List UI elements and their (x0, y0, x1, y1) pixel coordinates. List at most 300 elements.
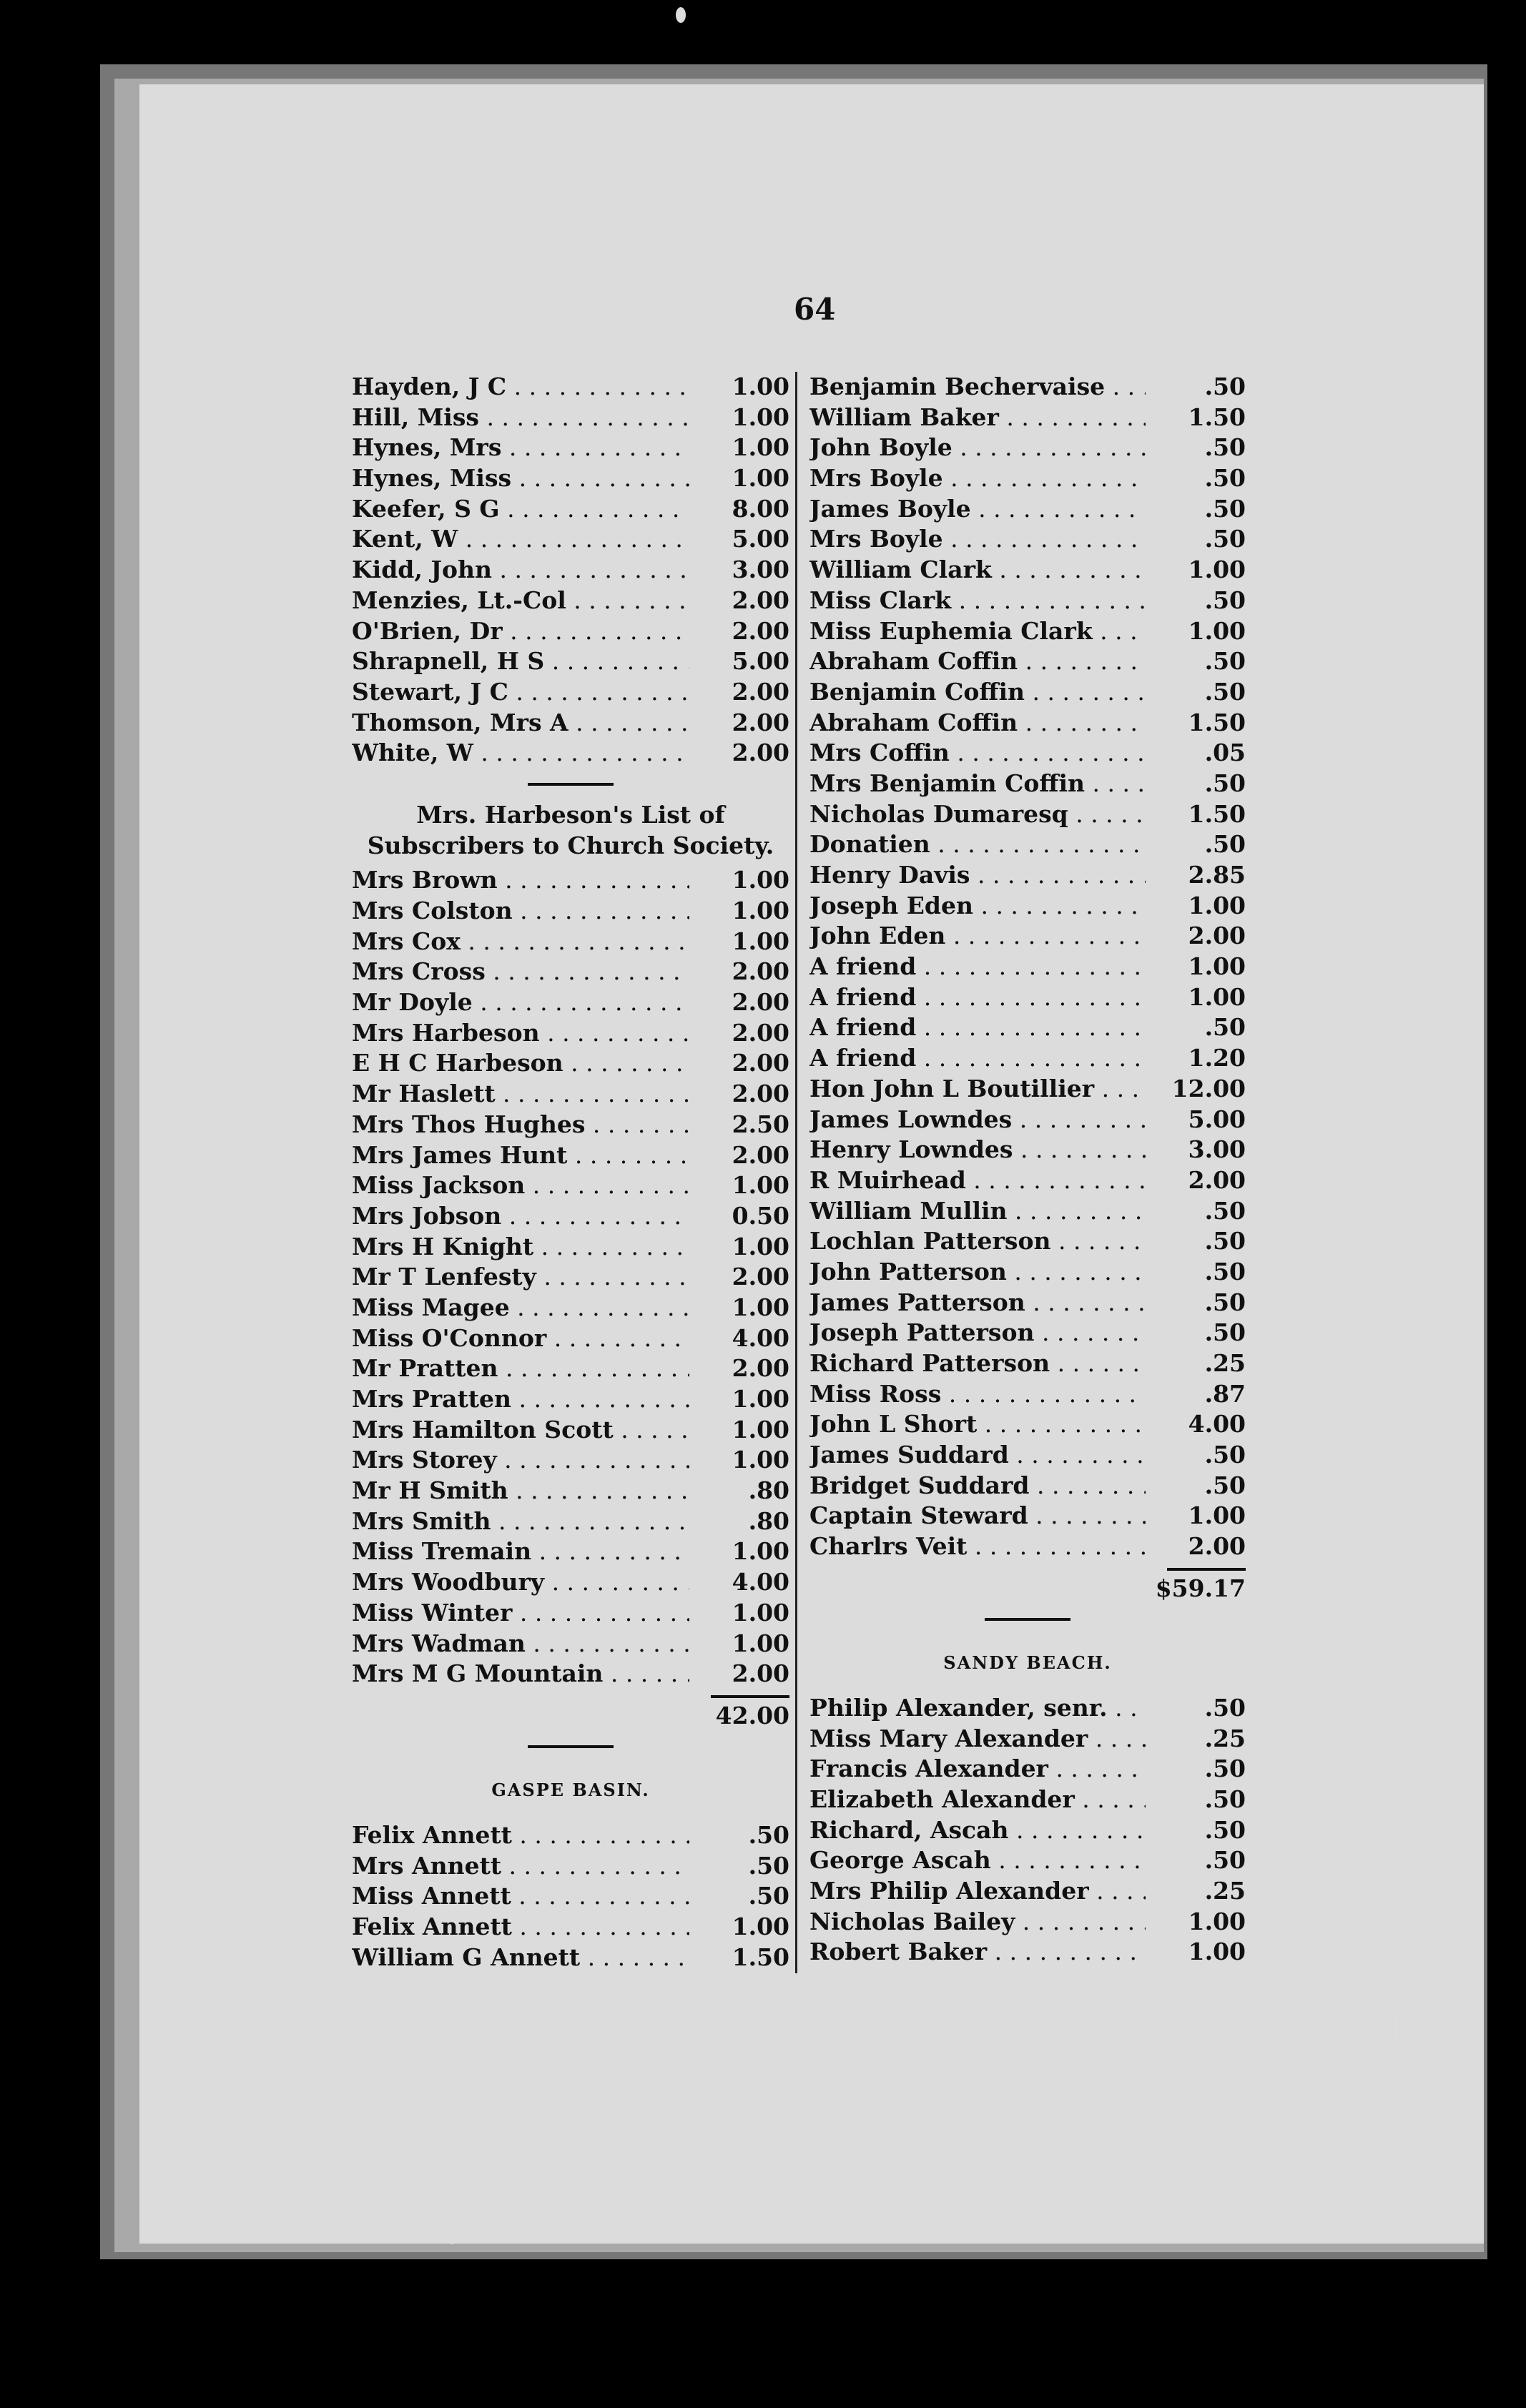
subscriber-name: Hon John L Boutillier . . . (809, 1074, 1146, 1105)
subscriber-name: Mrs H Knight . . . (352, 1232, 689, 1263)
subscriber-name: E H C Harbeson . . . (352, 1048, 689, 1079)
subscriber-row (809, 860, 1246, 891)
subscriber-row (352, 927, 789, 957)
subscriber-row (809, 1348, 1246, 1379)
list-total: $59.17 (1155, 1574, 1246, 1602)
subscriber-row (809, 1785, 1246, 1815)
subscriber-row (809, 799, 1246, 830)
subscriber-name: George Ascah . . . (809, 1845, 1146, 1876)
subscriber-name: John L Short . . . (809, 1409, 1146, 1440)
subscriber-name: Menzies, Lt.-Col . . . (352, 586, 689, 616)
subscriber-name: Mrs James Hunt . . . (352, 1140, 689, 1171)
subscriber-row (352, 1293, 789, 1323)
dust-speck (676, 7, 686, 23)
subscription-amount: .25 (1149, 1876, 1246, 1907)
subscription-amount: .50 (693, 1851, 789, 1882)
subscriber-row (809, 646, 1246, 677)
dust-speck (1427, 558, 1432, 564)
subscriber-row (809, 524, 1246, 555)
subscriber-name: William Baker . . . (809, 403, 1146, 433)
subscriber-name: Bridget Suddard . . . (809, 1471, 1146, 1501)
subscription-amount: 2.00 (693, 616, 789, 647)
subscriber-name: Richard, Ascah . . . (809, 1815, 1146, 1846)
dust-speck (1430, 350, 1436, 356)
subscriber-name: Mrs Coffin . . . (809, 738, 1146, 769)
subscriber-row (809, 1845, 1246, 1876)
subscriber-row (809, 769, 1246, 799)
subscription-amount: 2.85 (1149, 860, 1246, 891)
subscriber-name: Kent, W . . . (352, 524, 689, 555)
subscriber-name: Keefer, S G . . . (352, 494, 689, 525)
subscriber-row (352, 1140, 789, 1171)
subscriber-name: Hynes, Mrs . . . (352, 433, 689, 463)
subscriber-name: A friend . . . (809, 1012, 1146, 1043)
sandy-beach-list (809, 1693, 1246, 1968)
subscriber-name: Lochlan Patterson . . . (809, 1226, 1146, 1257)
subscription-amount: 2.00 (693, 1018, 789, 1049)
subscriber-name: Mrs Brown . . . (352, 865, 689, 896)
subscriber-name: Felix Annett . . . (352, 1912, 689, 1943)
subscriber-row (809, 1318, 1246, 1348)
subscriber-name: Joseph Patterson . . . (809, 1318, 1146, 1348)
subscriber-row (352, 646, 789, 677)
subscription-amount: 2.00 (693, 738, 789, 769)
subscriber-name: James Suddard . . . (809, 1440, 1146, 1471)
subscription-amount: .87 (1149, 1379, 1246, 1410)
subscriber-row (352, 372, 789, 403)
list-total: 42.00 (715, 1701, 789, 1729)
subscriber-row (809, 1105, 1246, 1135)
subscriber-row (809, 1074, 1246, 1105)
subscriber-row (352, 1881, 789, 1912)
subscriber-row (352, 1079, 789, 1110)
subscriber-name: Mr Haslett . . . (352, 1079, 689, 1110)
gaspe-basin-title: GASPE BASIN. (491, 1779, 650, 1800)
right-column (809, 372, 1246, 1968)
subscription-amount: .50 (1149, 646, 1246, 677)
subscriber-name: Joseph Eden . . . (809, 891, 1146, 922)
subscription-amount: .50 (1149, 677, 1246, 708)
subscription-amount: 2.00 (693, 957, 789, 987)
subscriber-row (809, 891, 1246, 922)
subscription-amount: .05 (1149, 738, 1246, 769)
subscription-amount: 2.00 (693, 1262, 789, 1293)
subscription-amount: 4.00 (693, 1567, 789, 1598)
subscriber-name: Benjamin Bechervaise . . . (809, 372, 1146, 403)
subscriber-row (809, 372, 1246, 403)
subscriber-name: Mr Pratten . . . (352, 1353, 689, 1384)
subscription-amount: 3.00 (1149, 1135, 1246, 1165)
subscription-amount: 1.00 (693, 1232, 789, 1263)
subscriber-row (809, 1471, 1246, 1501)
total-rule (1167, 1568, 1246, 1571)
subscriber-row (352, 1110, 789, 1140)
subscription-amount: 0.50 (693, 1201, 789, 1232)
subscription-amount: 2.00 (693, 586, 789, 616)
subscriber-row (352, 1415, 789, 1446)
subscription-amount: .50 (1149, 372, 1246, 403)
harbeson-list-heading: Mrs. Harbeson's List of Subscribers to Church Society. (367, 800, 774, 859)
subscriber-name: Mrs Cross . . . (352, 957, 689, 987)
subscription-amount: 2.00 (1149, 1531, 1246, 1562)
subscriber-row (809, 555, 1246, 586)
subscriber-list-3 (809, 372, 1246, 1562)
subscriber-row (809, 1012, 1246, 1043)
subscriber-row (809, 1257, 1246, 1288)
subscriber-row (809, 708, 1246, 739)
subscription-amount: 1.00 (693, 865, 789, 896)
subscription-amount: .50 (1149, 1196, 1246, 1227)
subscription-amount: 1.00 (1149, 555, 1246, 586)
subscriber-row (809, 1440, 1246, 1471)
subscriber-name: Mrs Pratten . . . (352, 1384, 689, 1415)
subscriber-name: Mrs Thos Hughes . . . (352, 1110, 689, 1140)
subscription-amount: .50 (1149, 1440, 1246, 1471)
subscriber-name: Mrs Cox . . . (352, 927, 689, 957)
subscriber-row (809, 1288, 1246, 1318)
subscriber-name: Richard Patterson . . . (809, 1348, 1146, 1379)
page-number: 64 (794, 292, 836, 327)
subscription-amount: 2.00 (1149, 1165, 1246, 1196)
subscription-amount: .50 (1149, 463, 1246, 494)
subscriber-row (809, 433, 1246, 463)
subscription-amount: 1.00 (693, 1170, 789, 1201)
subscriber-name: Mrs Boyle . . . (809, 524, 1146, 555)
subscriber-name: Miss Ross . . . (809, 1379, 1146, 1410)
subscription-amount: 5.00 (693, 524, 789, 555)
subscriber-name: Mrs Wadman . . . (352, 1629, 689, 1659)
subscriber-row (809, 1907, 1246, 1938)
section-rule (528, 783, 614, 786)
subscriber-name: Thomson, Mrs A . . . (352, 708, 689, 739)
subscription-amount: 1.50 (1149, 403, 1246, 433)
subscriber-row (352, 555, 789, 586)
subscriber-row (809, 1409, 1246, 1440)
subscriber-row (352, 433, 789, 463)
subscriber-row (352, 524, 789, 555)
subscriber-name: Mrs Storey . . . (352, 1445, 689, 1476)
subscriber-name: Mr T Lenfesty . . . (352, 1262, 689, 1293)
subscriber-row (809, 677, 1246, 708)
subscriber-row (809, 1226, 1246, 1257)
subscription-amount: .50 (1149, 586, 1246, 616)
sandy-beach-title: SANDY BEACH. (943, 1652, 1112, 1673)
subscriber-row (809, 1693, 1246, 1724)
subscription-amount: 1.00 (693, 1293, 789, 1323)
subscription-amount: 1.00 (693, 1415, 789, 1446)
subscription-amount: 3.00 (693, 555, 789, 586)
subscriber-row (352, 1476, 789, 1506)
subscription-amount: .80 (693, 1476, 789, 1506)
subscription-amount: 1.00 (693, 1445, 789, 1476)
subscription-amount: 8.00 (693, 494, 789, 525)
subscription-amount: 1.00 (1149, 982, 1246, 1013)
subscriber-name: Mrs Woodbury . . . (352, 1567, 689, 1598)
subscriber-name: Hayden, J C . . . (352, 372, 689, 403)
subscriber-row (352, 1629, 789, 1659)
subscriber-row (809, 1815, 1246, 1846)
subscriber-name: Nicholas Bailey . . . (809, 1907, 1146, 1938)
subscriber-row (352, 403, 789, 433)
subscription-amount: .50 (1149, 524, 1246, 555)
subscriber-name: Henry Lowndes . . . (809, 1135, 1146, 1165)
subscription-amount: 1.00 (1149, 1907, 1246, 1938)
subscriber-row (809, 921, 1246, 952)
dust-speck (1423, 450, 1428, 455)
subscriber-row (809, 586, 1246, 616)
total-rule (711, 1695, 789, 1698)
subscriber-row (352, 1018, 789, 1049)
subscription-amount: 1.00 (693, 1629, 789, 1659)
subscription-amount: 2.00 (693, 1048, 789, 1079)
subscription-amount: .50 (1149, 1815, 1246, 1846)
column-divider (795, 372, 797, 1973)
subscription-amount: 1.00 (693, 372, 789, 403)
subscriber-row (352, 896, 789, 927)
subscription-amount: 1.00 (1149, 1937, 1246, 1968)
subscription-amount: 1.00 (1149, 891, 1246, 922)
subscriber-name: James Patterson . . . (809, 1288, 1146, 1318)
subscriber-name: A friend . . . (809, 952, 1146, 982)
subscriber-row (809, 1531, 1246, 1562)
subscription-amount: .50 (1149, 433, 1246, 463)
subscriber-name: Abraham Coffin . . . (809, 708, 1146, 739)
subscription-amount: .50 (1149, 1693, 1246, 1724)
subscription-amount: 2.00 (693, 987, 789, 1018)
subscriber-row (352, 708, 789, 739)
subscriber-name: A friend . . . (809, 1043, 1146, 1074)
subscriber-row (809, 982, 1246, 1013)
subscription-amount: 1.00 (693, 896, 789, 927)
gaspe-basin-list (352, 1820, 789, 1973)
subscriber-row (352, 987, 789, 1018)
subscriber-row (809, 1724, 1246, 1755)
section-rule (528, 1745, 614, 1748)
subscription-amount: .25 (1149, 1724, 1246, 1755)
subscriber-name: Hynes, Miss . . . (352, 463, 689, 494)
subscription-amount: 2.50 (693, 1110, 789, 1140)
subscriber-name: James Boyle . . . (809, 494, 1146, 525)
left-column (352, 372, 789, 1973)
dust-speck (1429, 779, 1434, 785)
subscriber-name: Mrs Philip Alexander . . . (809, 1876, 1146, 1907)
subscriber-name: Mrs M G Mountain . . . (352, 1659, 689, 1689)
subscriber-row (809, 403, 1246, 433)
subscriber-name: Miss Euphemia Clark . . . (809, 616, 1146, 647)
subscription-amount: 1.00 (693, 433, 789, 463)
subscriber-row (809, 1135, 1246, 1165)
subscriber-name: James Lowndes . . . (809, 1105, 1146, 1135)
subscriber-row (352, 1820, 789, 1851)
subscriber-row (352, 1445, 789, 1476)
subscriber-row (809, 952, 1246, 982)
subscriber-list-1 (352, 372, 789, 769)
subscription-amount: .50 (1149, 1288, 1246, 1318)
subscriber-row (352, 1201, 789, 1232)
subscription-amount: 2.00 (693, 708, 789, 739)
subscriber-row (352, 1384, 789, 1415)
subscriber-row (352, 1262, 789, 1293)
subscriber-row (809, 1876, 1246, 1907)
subscriber-row (352, 1851, 789, 1882)
subscription-amount: .50 (1149, 1754, 1246, 1785)
subscriber-name: Mrs Colston . . . (352, 896, 689, 927)
subscription-amount: 2.00 (693, 1079, 789, 1110)
subscription-amount: 1.00 (693, 1536, 789, 1567)
subscription-amount: 2.00 (693, 1140, 789, 1171)
subscriber-name: Philip Alexander, senr. . . . (809, 1693, 1146, 1724)
subscriber-name: Robert Baker . . . (809, 1937, 1146, 1968)
subscription-amount: .50 (1149, 1845, 1246, 1876)
subscription-amount: 1.00 (1149, 952, 1246, 982)
subscription-amount: 1.50 (1149, 708, 1246, 739)
subscriber-row (809, 616, 1246, 647)
subscription-amount: 2.00 (1149, 921, 1246, 952)
subscription-amount: 1.00 (693, 927, 789, 957)
subscriber-row (809, 829, 1246, 860)
subscriber-row (352, 1170, 789, 1201)
subscriber-row (352, 1536, 789, 1567)
subscriber-name: Mrs Harbeson . . . (352, 1018, 689, 1049)
subscription-amount: 1.00 (693, 463, 789, 494)
subscriber-row (809, 1165, 1246, 1196)
subscriber-name: Charlrs Veit . . . (809, 1531, 1146, 1562)
subscriber-name: Miss Winter . . . (352, 1598, 689, 1629)
subscriber-name: William Clark . . . (809, 555, 1146, 586)
subscriber-name: Hill, Miss . . . (352, 403, 689, 433)
subscription-amount: 1.00 (1149, 616, 1246, 647)
subscriber-name: Felix Annett . . . (352, 1820, 689, 1851)
subscription-amount: .50 (693, 1820, 789, 1851)
subscriber-row (352, 1943, 789, 1973)
subscriber-name: Nicholas Dumaresq . . . (809, 799, 1146, 830)
subscriber-name: White, W . . . (352, 738, 689, 769)
subscriber-row (352, 1323, 789, 1354)
dust-speck (1394, 2016, 1397, 2045)
subscriber-row (809, 1937, 1246, 1968)
subscription-amount: 1.00 (1149, 1501, 1246, 1531)
subscription-amount: 4.00 (693, 1323, 789, 1354)
subscription-amount: 1.00 (693, 403, 789, 433)
subscriber-row (352, 1353, 789, 1384)
subscriber-name: Mrs Annett . . . (352, 1851, 689, 1882)
subscription-amount: 2.00 (693, 1353, 789, 1384)
subscription-amount: .50 (1149, 1012, 1246, 1043)
subscriber-name: Mr Doyle . . . (352, 987, 689, 1018)
subscriber-name: William Mullin . . . (809, 1196, 1146, 1227)
subscriber-row (352, 1659, 789, 1689)
subscriber-row (809, 1754, 1246, 1785)
subscription-amount: 12.00 (1149, 1074, 1246, 1105)
subscriber-name: R Muirhead . . . (809, 1165, 1146, 1196)
subscriber-list-2 (352, 865, 789, 1689)
subscriber-name: Miss Mary Alexander . . . (809, 1724, 1146, 1755)
subscription-amount: 1.20 (1149, 1043, 1246, 1074)
subscriber-name: Miss Jackson . . . (352, 1170, 689, 1201)
subscriber-row (352, 494, 789, 525)
subscriber-name: William G Annett . . . (352, 1943, 689, 1973)
subscription-amount: .50 (1149, 1318, 1246, 1348)
subscriber-name: Elizabeth Alexander . . . (809, 1785, 1146, 1815)
subscriber-name: Miss Magee . . . (352, 1293, 689, 1323)
dust-speck (1412, 1888, 1417, 1892)
subscriber-row (352, 1912, 789, 1943)
subscriber-name: Miss Clark . . . (809, 586, 1146, 616)
subscriber-name: Miss Tremain . . . (352, 1536, 689, 1567)
subscriber-name: Donatien . . . (809, 829, 1146, 860)
subscriber-name: Captain Steward . . . (809, 1501, 1146, 1531)
subscription-amount: .50 (693, 1881, 789, 1912)
subscription-amount: 5.00 (1149, 1105, 1246, 1135)
subscriber-row (352, 1506, 789, 1537)
subscription-amount: .25 (1149, 1348, 1246, 1379)
dust-speck (1423, 1194, 1428, 1200)
subscriber-name: Kidd, John . . . (352, 555, 689, 586)
subscription-amount: .50 (1149, 494, 1246, 525)
subscription-amount: .50 (1149, 1257, 1246, 1288)
subscription-amount: .50 (1149, 1471, 1246, 1501)
subscriber-name: Shrapnell, H S . . . (352, 646, 689, 677)
subscription-amount: 2.00 (693, 677, 789, 708)
subscription-amount: 1.50 (693, 1943, 789, 1973)
subscriber-name: Mrs Boyle . . . (809, 463, 1146, 494)
subscription-amount: 1.50 (1149, 799, 1246, 830)
subscriber-name: A friend . . . (809, 982, 1146, 1013)
subscription-amount: 5.00 (693, 646, 789, 677)
subscriber-row (809, 1501, 1246, 1531)
subscriber-name: Francis Alexander . . . (809, 1754, 1146, 1785)
subscriber-name: O'Brien, Dr . . . (352, 616, 689, 647)
dust-speck (449, 2238, 456, 2244)
subscriber-row (352, 1232, 789, 1263)
subscriber-name: John Boyle . . . (809, 433, 1146, 463)
subscriber-name: Stewart, J C . . . (352, 677, 689, 708)
section-rule (985, 1618, 1070, 1621)
subscriber-name: Mrs Jobson . . . (352, 1201, 689, 1232)
subscriber-row (809, 494, 1246, 525)
subscriber-name: Mrs Hamilton Scott . . . (352, 1415, 689, 1446)
subscriber-row (809, 1043, 1246, 1074)
subscriber-name: Henry Davis . . . (809, 860, 1146, 891)
subscription-amount: 1.00 (693, 1384, 789, 1415)
subscriber-row (352, 463, 789, 494)
subscriber-row (352, 677, 789, 708)
subscriber-name: Benjamin Coffin . . . (809, 677, 1146, 708)
subscriber-name: John Patterson . . . (809, 1257, 1146, 1288)
subscriber-row (352, 1048, 789, 1079)
subscription-amount: .80 (693, 1506, 789, 1537)
subscriber-name: Mrs Smith . . . (352, 1506, 689, 1537)
subscriber-row (352, 865, 789, 896)
subscription-amount: .50 (1149, 829, 1246, 860)
subscriber-row (352, 738, 789, 769)
subscriber-row (809, 738, 1246, 769)
subscriber-name: Miss Annett . . . (352, 1881, 689, 1912)
subscriber-row (352, 1567, 789, 1598)
subscriber-name: Miss O'Connor . . . (352, 1323, 689, 1354)
subscription-amount: 4.00 (1149, 1409, 1246, 1440)
subscriber-name: Mrs Benjamin Coffin . . . (809, 769, 1146, 799)
subscription-amount: 1.00 (693, 1598, 789, 1629)
subscriber-row (352, 586, 789, 616)
subscriber-row (809, 1196, 1246, 1227)
subscription-amount: .50 (1149, 1226, 1246, 1257)
subscriber-row (809, 1379, 1246, 1410)
subscriber-row (809, 463, 1246, 494)
subscription-amount: 1.00 (693, 1912, 789, 1943)
subscription-amount: .50 (1149, 769, 1246, 799)
subscriber-row (352, 616, 789, 647)
